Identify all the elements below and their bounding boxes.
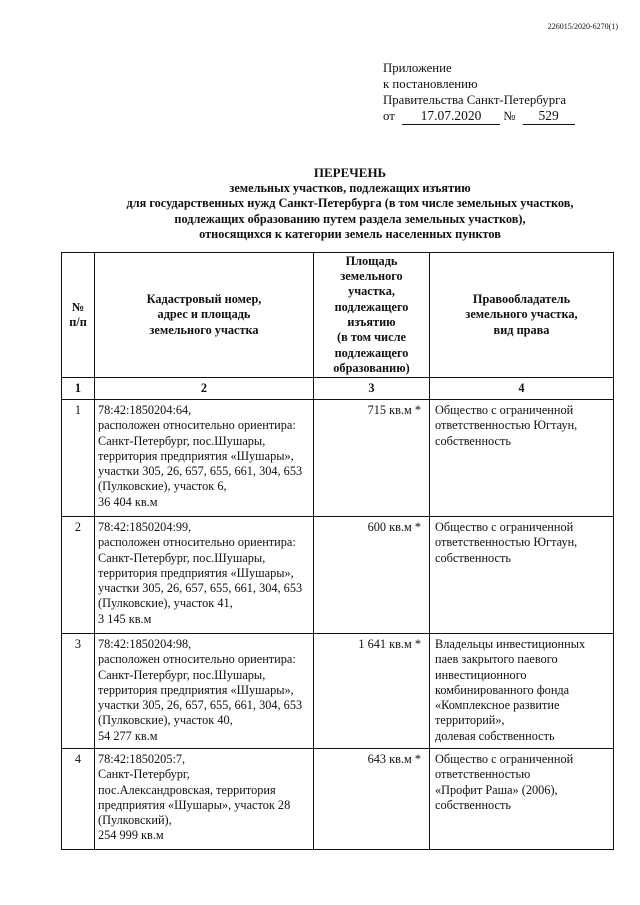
resolution-number: 529 bbox=[523, 108, 575, 125]
title-line: относящихся к категории земель населенных пунктов bbox=[199, 227, 501, 242]
owner: Общество с ограниченной ответственностью «Профит Раша» (2006), собственность bbox=[430, 749, 614, 850]
column-number: 1 bbox=[62, 378, 95, 400]
seizure-area: 715 кв.м * bbox=[314, 400, 430, 517]
column-number: 2 bbox=[95, 378, 314, 400]
cadastral-address: 78:42:1850205:7, Санкт-Петербург, пос.Александровская, территория предприятия «Шушары», участок 28 (Пулковский), 254 999 кв.м bbox=[95, 749, 314, 850]
title-line: земельных участков, подлежащих изъятию bbox=[229, 180, 471, 195]
owner: Общество с ограниченной ответственностью Югтаун, собственность bbox=[430, 517, 614, 634]
table-row bbox=[62, 749, 614, 850]
column-numbers-row bbox=[62, 378, 614, 400]
from-label: от bbox=[383, 109, 395, 123]
cadastral-address: 78:42:1850204:98, расположен относительно ориентира: Санкт-Петербург, пос.Шушары, территория предприятия «Шушары», участки 305, 26, 657, 655, 661, 304, 653 (Пулковские), участок 40, 54 277 кв.м bbox=[95, 634, 314, 749]
seizure-area: 1 641 кв.м * bbox=[314, 634, 430, 749]
resolution-date: 17.07.2020 bbox=[402, 108, 500, 125]
number-label: № bbox=[503, 109, 516, 123]
column-number: 3 bbox=[314, 378, 430, 400]
cadastral-address: 78:42:1850204:64, расположен относительно ориентира: Санкт-Петербург, пос.Шушары, территория предприятия «Шушары», участки 305, 26, 657, 655, 661, 304, 653 (Пулковские), участок 6, 36 404 кв.м bbox=[95, 400, 314, 517]
appendix-line: к постановлению bbox=[383, 77, 478, 91]
title-heading: ПЕРЕЧЕНЬ bbox=[313, 165, 387, 180]
header-owner: Правообладатель земельного участка, вид права bbox=[430, 253, 614, 378]
document-title bbox=[60, 165, 640, 243]
table-header-row bbox=[62, 253, 614, 378]
header-area: Площадь земельного участка, подлежащего изъятию (в том числе подлежащего образованию) bbox=[314, 253, 430, 378]
table-row bbox=[62, 634, 614, 749]
header-number: № п/п bbox=[62, 253, 95, 378]
row-number: 4 bbox=[62, 749, 95, 850]
row-number: 1 bbox=[62, 400, 95, 517]
row-number: 2 bbox=[62, 517, 95, 634]
appendix-block bbox=[383, 60, 575, 125]
seizure-area: 643 кв.м * bbox=[314, 749, 430, 850]
cadastral-address: 78:42:1850204:99, расположен относительно ориентира: Санкт-Петербург, пос.Шушары, территория предприятия «Шушары», участки 305, 26, 657, 655, 661, 304, 653 (Пулковские), участок 41, 3 145 кв.м bbox=[95, 517, 314, 634]
owner: Владельцы инвестиционных паев закрытого паевого инвестиционного комбинированного фонда «Комплексное развитие территорий», долевая собственность bbox=[430, 634, 614, 749]
row-number: 3 bbox=[62, 634, 95, 749]
header-cadastral: Кадастровый номер, адрес и площадь земельного участка bbox=[95, 253, 314, 378]
land-plots-table bbox=[61, 252, 614, 850]
title-line: подлежащих образованию путем раздела земельных участков), bbox=[174, 211, 526, 226]
appendix-date-line bbox=[383, 108, 575, 125]
column-number: 4 bbox=[430, 378, 614, 400]
document-id: 226015/2020-6270(1) bbox=[547, 22, 618, 31]
title-line: для государственных нужд Санкт-Петербурга (в том числе земельных участков, bbox=[126, 196, 574, 211]
owner: Общество с ограниченной ответственностью Югтаун, собственность bbox=[430, 400, 614, 517]
appendix-line: Правительства Санкт-Петербурга bbox=[383, 93, 567, 107]
appendix-line: Приложение bbox=[383, 61, 452, 75]
table-row bbox=[62, 400, 614, 517]
table-row bbox=[62, 517, 614, 634]
seizure-area: 600 кв.м * bbox=[314, 517, 430, 634]
